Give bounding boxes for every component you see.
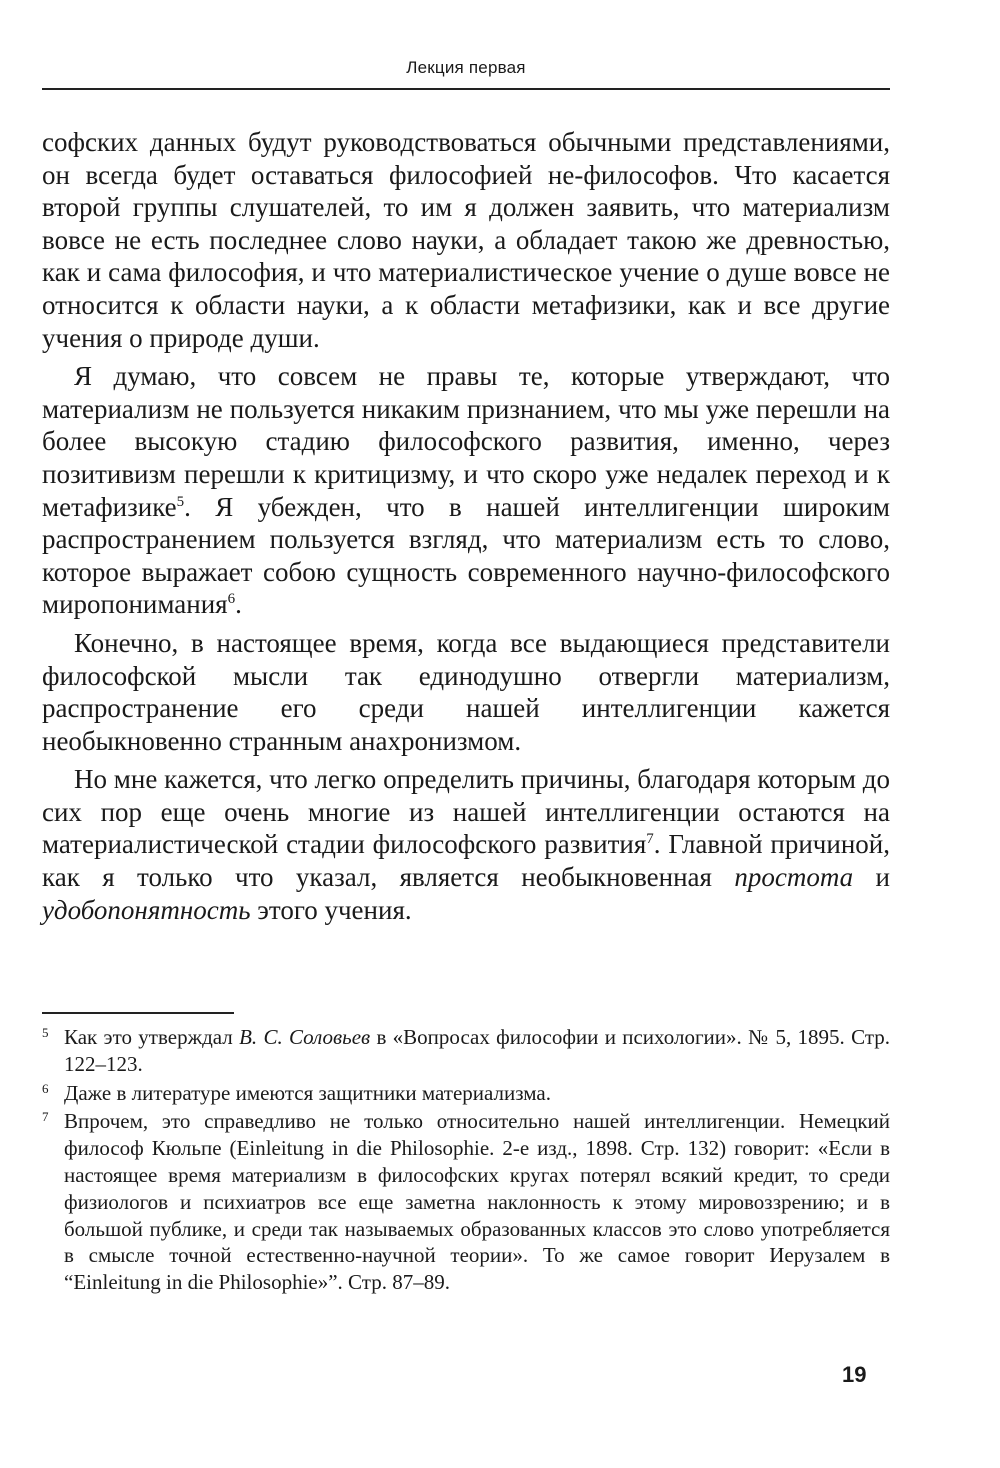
paragraph-4-text-c: этого учения. <box>250 894 412 925</box>
main-text <box>42 126 890 926</box>
page-number: 19 <box>842 1362 867 1387</box>
footnote-ref-7[interactable]: 7 <box>646 831 654 848</box>
footnote-5-text-b: в «Вопросах философии и психологии». № 5, 1895. Стр. 122–123. <box>64 1025 891 1076</box>
footnotes <box>42 1024 890 1298</box>
footnote-5 <box>42 1024 890 1078</box>
paragraph-2-text-c: . <box>235 589 242 620</box>
paragraph-1 <box>42 126 890 354</box>
paragraph-4-text-a: Но мне кажется, что легко определить причины, благодаря которым до сих пор еще очень многие из нашей интеллигенции остаются на материалистической стадии философского развития <box>42 764 890 860</box>
paragraph-4 <box>42 763 890 926</box>
footnote-7 <box>42 1108 890 1296</box>
footnote-6-text: Даже в литературе имеются защитники материализма. <box>64 1080 551 1105</box>
paragraph-2-text-a: Я думаю, что совсем не правы те, которые утверждают, что материализм не пользуется никаким признанием, что мы уже перешли на более высокую стадию философского развития, именно, через позитивизм перешли к критицизму, и что скоро уже недалек переход и к метафизике <box>42 361 890 522</box>
emphasis-comprehensibility: удобопонятность <box>42 894 251 925</box>
paragraph-4-conjunction: и <box>853 862 890 893</box>
footnote-ref-6[interactable]: 6 <box>227 591 236 608</box>
footnote-rule <box>42 1012 234 1014</box>
paragraph-4-text-b: . Главной причиной, как я только что указал, является необыкновенная <box>42 829 890 893</box>
footnote-ref-5[interactable]: 5 <box>176 493 185 510</box>
paragraph-3-text: Конечно, в настоящее время, когда все выдающиеся представители философской мысли так единодушно отвергли материализм, распространение его среди нашей интеллигенции кажется необыкновенно странным анахронизмом. <box>42 627 890 756</box>
footnote-6 <box>42 1080 890 1107</box>
paragraph-3 <box>42 627 890 757</box>
footnote-5-text-a: Как это утверждал <box>64 1025 240 1049</box>
footnote-7-mark: 7 <box>42 1109 49 1125</box>
paragraph-2-text-b: . Я убежден, что в нашей интеллигенции широким распространением пользуется взгляд, что материализм есть то слово, которое выражает собою сущность современного научно-философского миропонимания <box>42 491 890 620</box>
footnote-5-mark: 5 <box>42 1025 49 1040</box>
header-rule <box>42 88 890 90</box>
footnote-5-author: В. С. Соловьев <box>239 1025 371 1049</box>
emphasis-simplicity: простота <box>734 862 854 893</box>
footnote-7-text: Впрочем, это справедливо не только относительно нашей интеллигенции. Немецкий философ Кюльпе (Einleitung in die Philosophie. 2-е изд., 1898. Стр. 132) говорит: «Если в настоящее время материализм в философских кругах потерял всякий кредит, то среди физиологов и психиатров все еще заметна наклонность к этому мировоззрению; и в большой публике, и среди так называемых образованных классов это слово употребляется в смысле точной естественно-научной теории». То же самое говорит Иерузалем в “Einleitung in die Philosophie»”. Стр. 87–89. <box>64 1109 890 1295</box>
footnote-6-mark: 6 <box>42 1080 49 1096</box>
running-head: Лекция первая <box>406 58 526 77</box>
paragraph-1-text: софских данных будут руководствоваться обычными представлениями, он всегда будет оставаться философией не-философов. Что касается второй группы слушателей, то им я должен заявить, что материализм вовсе не есть последнее слово науки, а обладает такою же древностью, как и сама философия, и что материалистическое учение о душе вовсе не относится к области науки, а к области метафизики, как и все другие учения о природе души. <box>42 127 890 353</box>
paragraph-2 <box>42 360 890 621</box>
